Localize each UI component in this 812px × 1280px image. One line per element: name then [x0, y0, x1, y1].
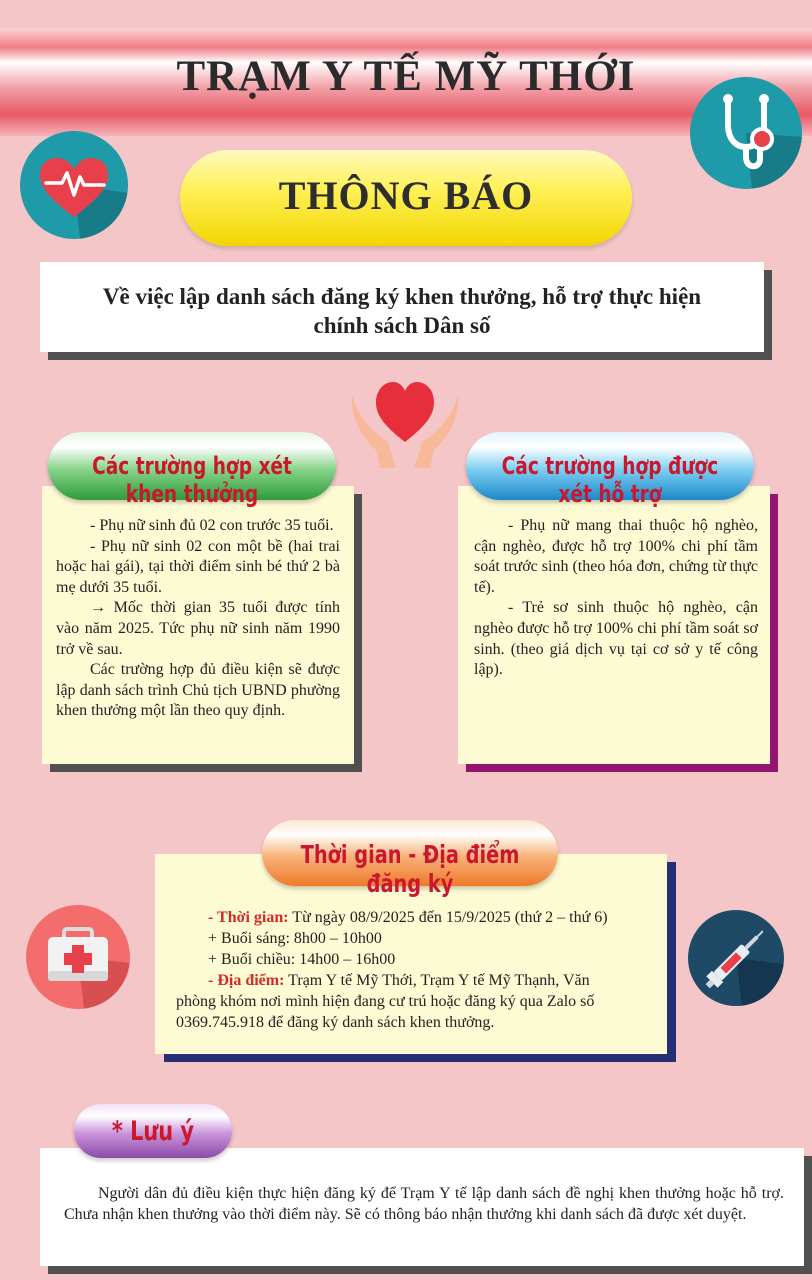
- time-line: [176, 907, 652, 928]
- reward-label: Các trường hợp xét khen thưởng: [92, 452, 292, 508]
- place-label: - Địa điểm:: [208, 972, 285, 989]
- registration-label: Thời gian - Địa điểm đăng ký: [300, 840, 520, 898]
- subject-text: [60, 282, 744, 340]
- morning-hours: + Buổi sáng: 8h00 – 10h00: [208, 930, 382, 947]
- support-paragraph: - Phụ nữ mang thai thuộc hộ nghèo, cận nghèo, được hỗ trợ 100% chi phí tầm soát trước sinh (theo hóa đơn, chứng từ thực tế).: [474, 517, 758, 596]
- registration-text: [176, 907, 652, 1033]
- support-text: [474, 516, 758, 681]
- first-aid-kit-icon: [26, 905, 130, 1009]
- subject-line-2: chính sách Dân số: [313, 313, 491, 338]
- stethoscope-icon: [690, 77, 802, 189]
- place-line: [176, 970, 652, 991]
- reward-text: [56, 516, 340, 722]
- note-text: [64, 1183, 784, 1225]
- support-paragraph: - Trẻ sơ sinh thuộc hộ nghèo, cận nghèo được hỗ trợ 100% chi phí tầm soát sơ sinh. (theo giá dịch vụ tại cơ sở y tế công lập).: [474, 599, 758, 679]
- heart-hands-icon: [346, 372, 464, 472]
- afternoon-hours: + Buổi chiều: 14h00 – 16h00: [208, 951, 396, 968]
- page-title: TRẠM Y TẾ MỸ THỚI: [176, 53, 636, 100]
- reward-paragraph: Các trường hợp đủ điều kiện sẽ được lập danh sách trình Chủ tịch UBND phường khen thưởng một lần theo quy định.: [56, 661, 340, 720]
- support-label: Các trường hợp được xét hỗ trợ: [501, 452, 719, 508]
- heart-pulse-icon: [20, 131, 128, 239]
- notice-label: THÔNG BÁO: [278, 173, 534, 218]
- reward-paragraph: - Phụ nữ sinh 02 con một bề (hai trai hoặc hai gái), tại thời điểm sinh bé thứ 2 bà mẹ dưới 35 tuổi.: [56, 537, 340, 596]
- place-line-3: 0369.745.918 để đăng ký danh sách khen thưởng.: [176, 1014, 495, 1031]
- time-label: - Thời gian:: [208, 909, 289, 926]
- syringe-icon: [688, 910, 784, 1006]
- place-line-2: phòng khóm nơi mình hiện đang cư trú hoặc đăng ký qua Zalo số: [176, 993, 595, 1010]
- note-label: * Lưu ý: [111, 1116, 195, 1147]
- subject-line-1: Về việc lập danh sách đăng ký khen thưởng, hỗ trợ thực hiện: [102, 284, 702, 309]
- reward-paragraph: → Mốc thời gian 35 tuổi được tính vào năm 2025. Tức phụ nữ sinh năm 1990 trở về sau.: [56, 599, 340, 658]
- reward-paragraph: - Phụ nữ sinh đủ 02 con trước 35 tuổi.: [90, 517, 334, 534]
- place-value: Trạm Y tế Mỹ Thới, Trạm Y tế Mỹ Thạnh, Văn: [284, 972, 590, 989]
- time-value: Từ ngày 08/9/2025 đến 15/9/2025 (thứ 2 – thứ 6): [288, 909, 608, 926]
- note-paragraph: Người dân đủ điều kiện thực hiện đăng ký để Trạm Y tế lập danh sách đề nghị khen thưởng hoặc hỗ trợ. Chưa nhận khen thưởng vào thời điểm này. Sẽ có thông báo nhận thưởng khi danh sách đã được xét duyệt.: [64, 1185, 784, 1223]
